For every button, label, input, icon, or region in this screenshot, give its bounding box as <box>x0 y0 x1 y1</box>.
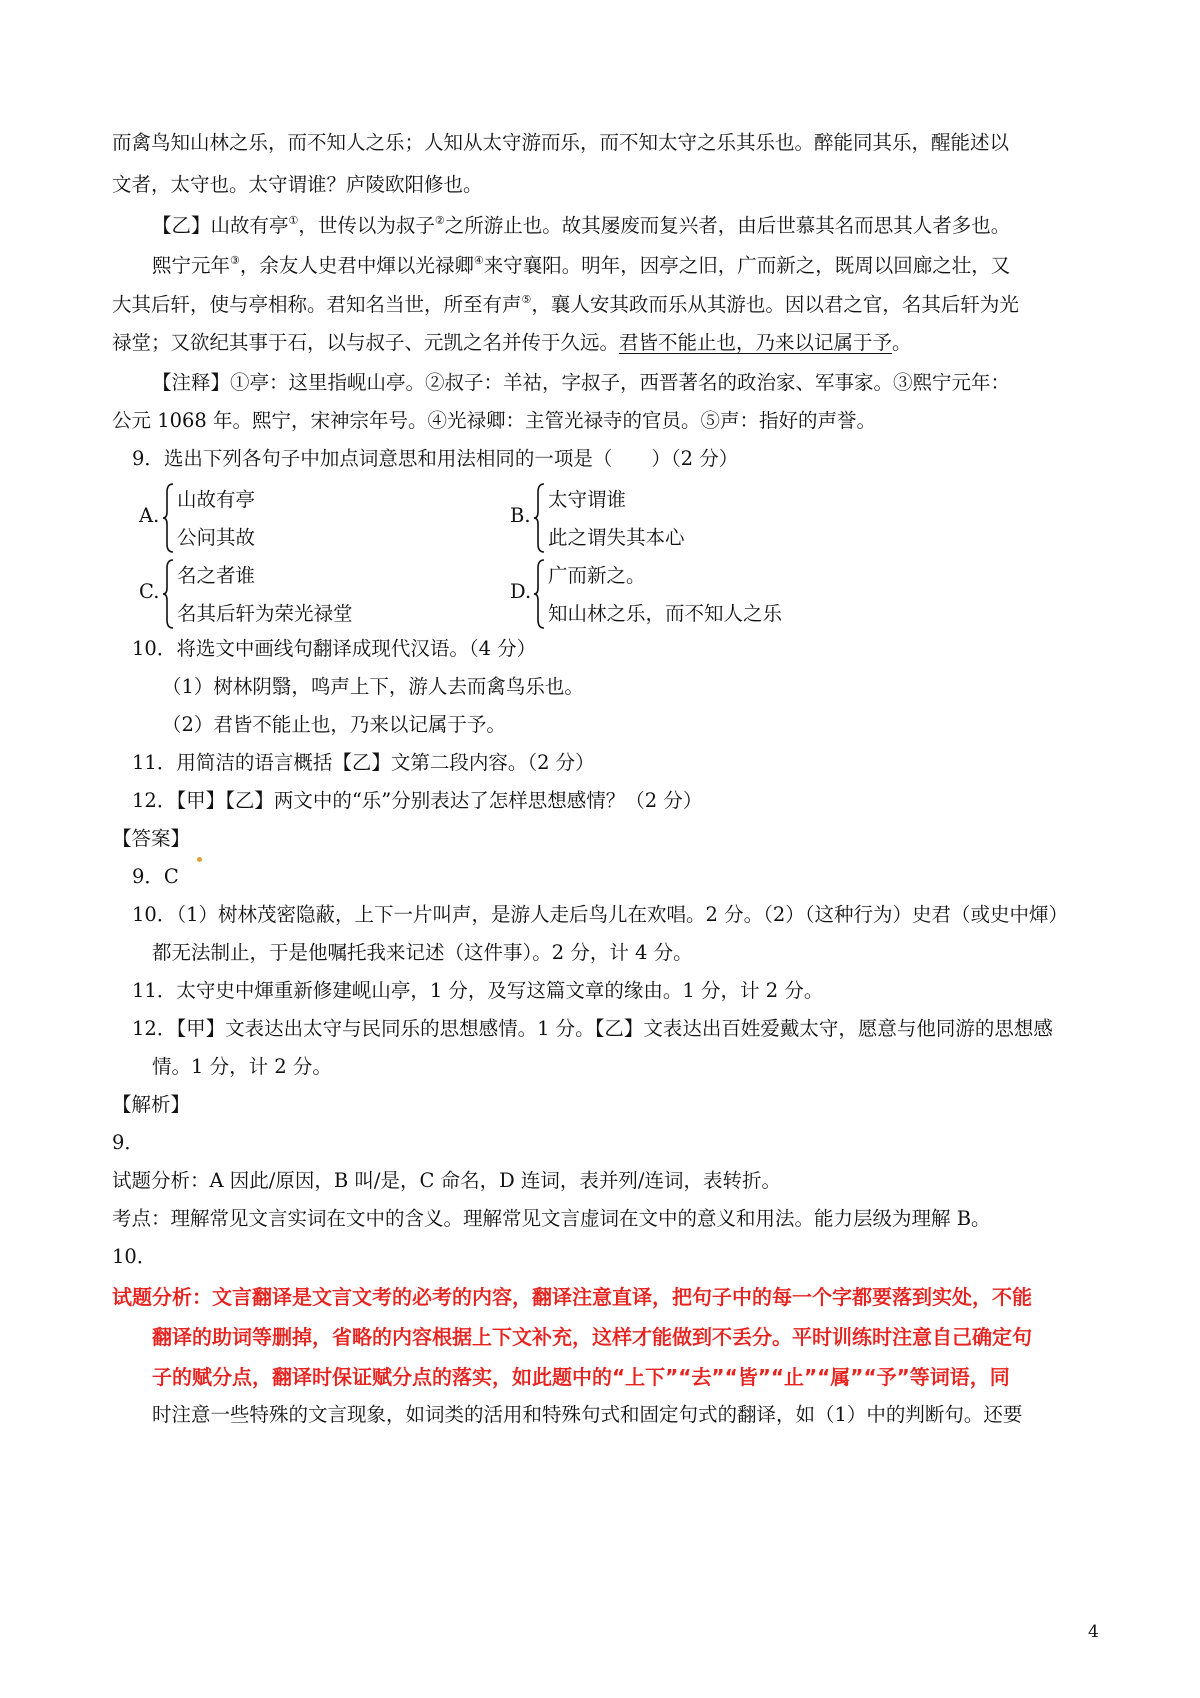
text-span: ，世传以为叔子 <box>298 214 435 237</box>
underlined-sentence: 君皆不能止也，乃来以记属于予 <box>619 331 893 354</box>
question-12: 12．【甲】【乙】两文中的“乐”分别表达了怎样思想感情？（2 分） <box>132 789 703 812</box>
yi-paragraph-2 <box>152 253 1142 279</box>
analysis-10-text: 时注意一些特殊的文言现象，如词类的活用和特殊句式和固定句式的翻译，如（1）中的判断句。还要 <box>152 1403 1023 1426</box>
highlight-mark <box>197 857 202 862</box>
brace-icon <box>163 558 175 630</box>
answer-12-cont: 情。1 分，计 2 分。 <box>152 1055 332 1078</box>
answer-11: 11．太守史中煇重新修建岘山亭，1 分，及写这篇文章的缘由。1 分，计 2 分。 <box>132 979 824 1002</box>
option-b <box>510 484 910 560</box>
analysis-9-point: 考点：理解常见文言实词在文中的含义。理解常见文言虚词在文中的意义和用法。能力层级为理解 B。 <box>112 1207 991 1230</box>
page-number: 4 <box>1088 1622 1099 1642</box>
question-10-1: （1）树林阴翳，鸣声上下，游人去而禽鸟乐也。 <box>162 675 584 698</box>
option-c <box>139 560 479 636</box>
analysis-10-number: 10． <box>112 1245 157 1268</box>
answer-9: 9．C <box>132 865 179 888</box>
question-10: 10．将选文中画线句翻译成现代汉语。（4 分） <box>132 637 537 660</box>
option-letter: B. <box>510 504 531 527</box>
analysis-10-red-3: 子的赋分点，翻译时保证赋分点的落实，如此题中的“上下”“去”“皆”“止”“属”“予”等词语，同 <box>152 1365 1010 1389</box>
answer-12: 12．【甲】文表达出太守与民同乐的思想感情。1 分。【乙】文表达出百姓爱戴太守，愿意与他同游的思想感 <box>132 1017 1053 1040</box>
text-line <box>112 292 1102 318</box>
text-span: ，余友人史君中煇以光禄卿 <box>239 254 474 277</box>
footnote-mark: ② <box>434 214 445 227</box>
text-span: 熙宁元年 <box>152 254 231 277</box>
option-line-2: 名其后轩为荣光禄堂 <box>177 602 353 625</box>
yi-paragraph-1 <box>152 213 1142 239</box>
text-span: 来守襄阳。明年，因亭之旧，广而新之，既周以回廊之壮，又 <box>483 254 1011 277</box>
option-line-1: 山故有亭 <box>177 488 256 511</box>
option-letter: C. <box>139 580 160 603</box>
answer-heading: 【答案】 <box>112 827 191 850</box>
text-span: 之所游止也。故其屡废而复兴者，由后世慕其名而思其人者多也。 <box>444 214 1011 237</box>
analysis-9-number: 9． <box>112 1131 144 1154</box>
text-line <box>112 330 1102 356</box>
option-line-1: 太守谓谁 <box>548 488 627 511</box>
option-line-2: 公问其故 <box>177 526 256 549</box>
footnote-mark: ③ <box>230 254 240 267</box>
text-span: 禄堂；又欲纪其事于石，以与叔子、元凯之名并传于久远。 <box>112 331 620 354</box>
analysis-10-red-2: 翻译的助词等删掉，省略的内容根据上下文补充，这样才能做到不丢分。平时训练时注意自己确定句 <box>152 1325 1032 1349</box>
question-11: 11．用简洁的语言概括【乙】文第二段内容。（2 分） <box>132 751 595 774</box>
option-letter: A. <box>139 504 160 527</box>
question-10-2: （2）君皆不能止也，乃来以记属于予。 <box>162 713 506 736</box>
analysis-10-red-1: 试题分析：文言翻译是文言文考的必考的内容，翻译注意直译，把句子中的每一个字都要落到实处，不能 <box>112 1285 1032 1309</box>
text-line: 而禽鸟知山林之乐，而不知人之乐；人知从太守游而乐，而不知太守之乐其乐也。醉能同其乐，醒能述以 <box>112 131 1010 154</box>
answer-10: 10．（1）树林茂密隐蔽，上下一片叫声，是游人走后鸟儿在欢唱。2 分。（2）（这种行为）史君（或史中煇） <box>132 903 1068 926</box>
option-line-1: 名之者谁 <box>177 564 256 587</box>
text-span: ，襄人安其政而乐从其游也。因以君之官，名其后轩为光 <box>531 293 1019 316</box>
answer-10-cont: 都无法制止，于是他嘱托我来记述（这件事）。2 分，计 4 分。 <box>152 941 693 964</box>
option-d <box>510 560 910 636</box>
option-line-1: 广而新之。 <box>548 564 646 587</box>
analysis-heading: 【解析】 <box>112 1093 191 1116</box>
brace-icon <box>534 482 546 554</box>
option-line-2: 知山林之乐，而不知人之乐 <box>548 602 783 625</box>
option-a <box>139 484 479 560</box>
question-9: 9．选出下列各句子中加点词意思和用法相同的一项是（ ）（2 分） <box>132 447 739 470</box>
footnote-mark: ⑤ <box>521 293 532 306</box>
analysis-9-text: 试题分析：A 因此/原因，B 叫/是，C 命名，D 连词，表并列/连词，表转折。 <box>112 1169 781 1192</box>
option-line-2: 此之谓失其本心 <box>548 526 685 549</box>
footnote-mark: ① <box>288 214 299 227</box>
annotation-line: 【注释】①亭：这里指岘山亭。②叔子：羊祜，字叔子，西晋著名的政治家、军事家。③熙宁元年： <box>152 371 1011 394</box>
text-span: 。 <box>892 331 912 354</box>
text-span: 大其后轩，使与亭相称。君知名当世，所至有声 <box>112 293 522 316</box>
text-span: 【乙】山故有亭 <box>152 214 289 237</box>
brace-icon <box>534 558 546 630</box>
brace-icon <box>163 482 175 554</box>
annotation-line: 公元 1068 年。熙宁，宋神宗年号。④光禄卿：主管光禄寺的官员。⑤声：指好的声誉。 <box>112 409 877 432</box>
text-line: 文者，太守也。太守谓谁？庐陵欧阳修也。 <box>112 173 483 196</box>
footnote-mark: ④ <box>473 254 484 267</box>
option-letter: D. <box>510 580 532 603</box>
